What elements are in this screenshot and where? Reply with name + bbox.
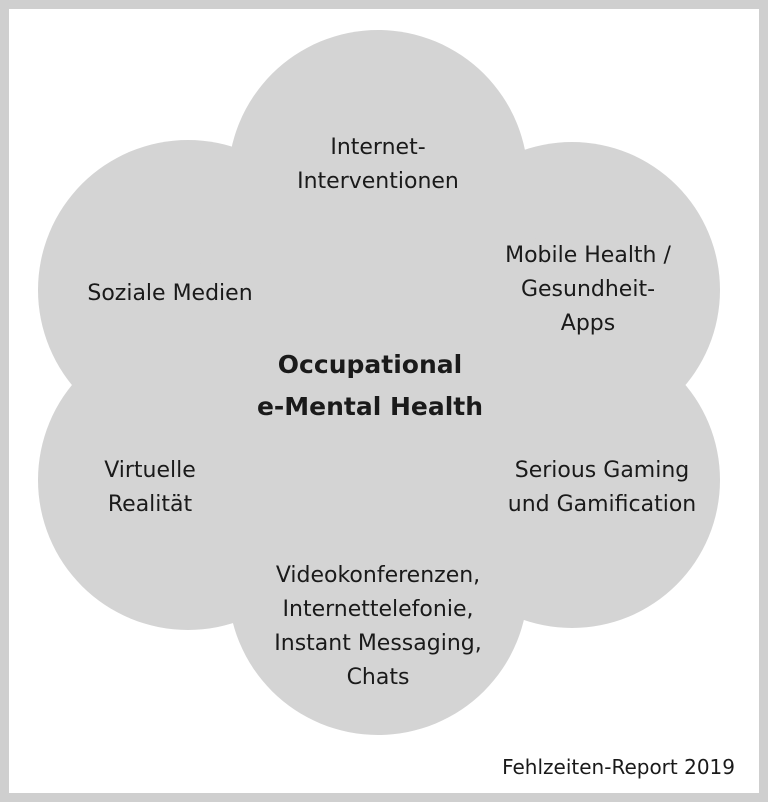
node-line: und Gamification xyxy=(507,492,697,517)
node-line: Internettelefonie, xyxy=(282,597,474,622)
center-title xyxy=(230,344,510,428)
node-line: Videokonferenzen, xyxy=(275,563,481,588)
node-video-communication xyxy=(253,559,503,695)
node-line: Gesundheit- xyxy=(520,277,656,302)
node-virtuelle-realitaet xyxy=(70,454,230,522)
node-soziale-medien xyxy=(70,277,270,311)
node-line: Interventionen xyxy=(297,169,459,194)
center-title-line1: Occupational xyxy=(277,350,463,379)
node-line: Apps xyxy=(560,311,616,336)
node-line: Internet- xyxy=(330,135,426,160)
center-title-line2: e-Mental Health xyxy=(256,392,484,421)
node-mobile-health xyxy=(478,239,698,341)
node-line: Soziale Medien xyxy=(87,281,253,306)
node-line: Virtuelle xyxy=(104,458,196,483)
node-serious-gaming xyxy=(492,454,712,522)
node-line: Serious Gaming xyxy=(514,458,690,483)
node-line: Realität xyxy=(107,492,193,517)
node-line: Instant Messaging, xyxy=(274,631,482,656)
node-internet-interventionen xyxy=(268,131,488,199)
node-line: Mobile Health / xyxy=(505,243,671,268)
node-line: Chats xyxy=(346,665,410,690)
source-credit: Fehlzeiten-Report 2019 xyxy=(502,755,735,779)
